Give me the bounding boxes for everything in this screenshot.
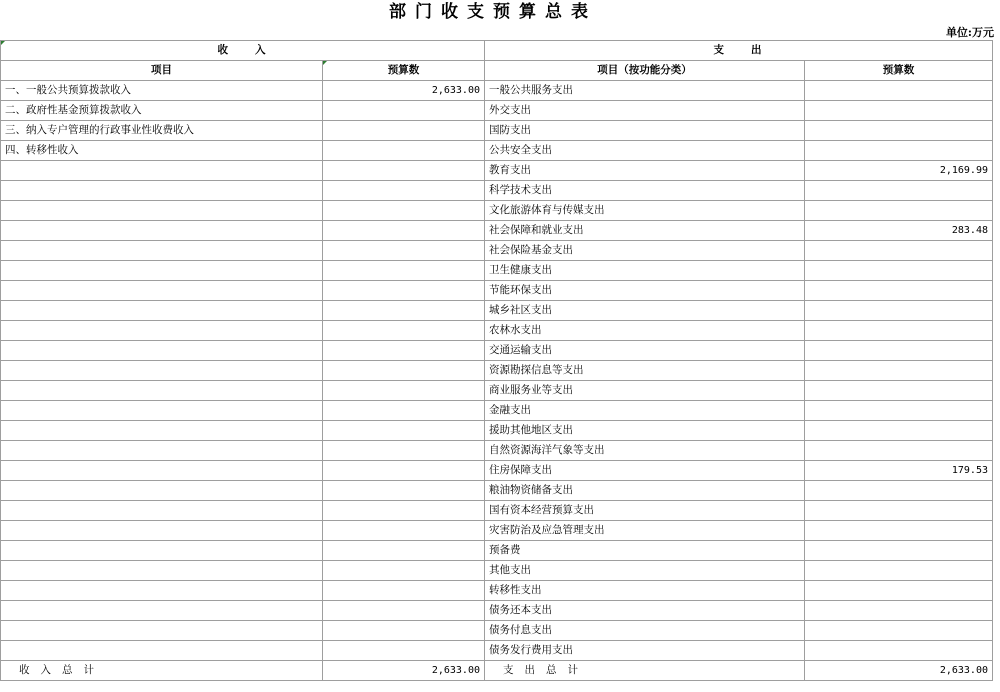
- table-row: [1, 401, 993, 421]
- expense-item-cell: 一般公共服务支出: [485, 81, 805, 101]
- income-amount-cell: [323, 441, 485, 461]
- expense-item-cell: 农林水支出: [485, 321, 805, 341]
- expense-group-header: 支 出: [485, 41, 993, 61]
- income-item-cell: [1, 601, 323, 621]
- expense-amount-cell: [805, 501, 993, 521]
- table-row: [1, 501, 993, 521]
- income-amount-cell: [323, 461, 485, 481]
- expense-amount-cell: [805, 521, 993, 541]
- expense-amount-cell: [805, 81, 993, 101]
- table-row: [1, 301, 993, 321]
- income-amount-cell: [323, 301, 485, 321]
- expense-item-cell: 粮油物资储备支出: [485, 481, 805, 501]
- table-row: [1, 181, 993, 201]
- table-row: [1, 221, 993, 241]
- expense-item-cell: 金融支出: [485, 401, 805, 421]
- income-item-cell: [1, 201, 323, 221]
- income-group-header: 收 入: [1, 41, 485, 61]
- expense-amount-cell: [805, 341, 993, 361]
- expense-amount-cell: [805, 301, 993, 321]
- column-header-row: [1, 61, 993, 81]
- table-row: [1, 581, 993, 601]
- expense-amount-cell: [805, 261, 993, 281]
- income-amount-cell: [323, 161, 485, 181]
- expense-item-cell: 公共安全支出: [485, 141, 805, 161]
- expense-amount-cell: [805, 121, 993, 141]
- income-item-cell: [1, 261, 323, 281]
- expense-item-cell: 援助其他地区支出: [485, 421, 805, 441]
- income-item-cell: [1, 321, 323, 341]
- table-row: [1, 241, 993, 261]
- expense-amount-cell: [805, 101, 993, 121]
- income-item-cell: [1, 301, 323, 321]
- expense-amount-cell: [805, 541, 993, 561]
- expense-amount-cell: 283.48: [805, 221, 993, 241]
- table-row: [1, 161, 993, 181]
- income-amount-cell: [323, 361, 485, 381]
- expense-item-cell: 城乡社区支出: [485, 301, 805, 321]
- expense-amount-cell: [805, 601, 993, 621]
- table-row: [1, 141, 993, 161]
- expense-total-amount: 2,633.00: [805, 661, 993, 681]
- income-item-cell: [1, 381, 323, 401]
- income-amount-cell: [323, 181, 485, 201]
- table-row: [1, 201, 993, 221]
- income-total-amount: 2,633.00: [323, 661, 485, 681]
- expense-item-cell: 资源勘探信息等支出: [485, 361, 805, 381]
- table-row: [1, 341, 993, 361]
- expense-amount-cell: 179.53: [805, 461, 993, 481]
- page-title: 部门收支预算总表: [389, 2, 597, 22]
- income-amount-cell: [323, 381, 485, 401]
- expense-amount-cell: [805, 581, 993, 601]
- expense-item-cell: 社会保障和就业支出: [485, 221, 805, 241]
- table-row: [1, 641, 993, 661]
- table-row: [1, 481, 993, 501]
- income-amount-cell: [323, 581, 485, 601]
- budget-table: [0, 40, 993, 681]
- expense-amount-cell: [805, 641, 993, 661]
- expense-item-cell: 自然资源海洋气象等支出: [485, 441, 805, 461]
- expense-item-cell: 节能环保支出: [485, 281, 805, 301]
- income-amount-cell: [323, 341, 485, 361]
- income-item-cell: [1, 621, 323, 641]
- expense-item-cell: 住房保障支出: [485, 461, 805, 481]
- expense-amount-cell: [805, 481, 993, 501]
- income-item-cell: [1, 281, 323, 301]
- expense-amount-cell: [805, 181, 993, 201]
- income-item-cell: [1, 561, 323, 581]
- income-item-cell: 二、政府性基金预算拨款收入: [1, 101, 323, 121]
- income-amount-cell: [323, 421, 485, 441]
- expense-item-cell: 其他支出: [485, 561, 805, 581]
- income-amount-cell: [323, 621, 485, 641]
- expense-item-cell: 债务还本支出: [485, 601, 805, 621]
- income-item-cell: [1, 341, 323, 361]
- table-row: [1, 521, 993, 541]
- table-row: [1, 81, 993, 101]
- income-item-cell: [1, 361, 323, 381]
- income-item-cell: [1, 581, 323, 601]
- income-total-label: 收入总计: [1, 661, 323, 681]
- income-amount-cell: [323, 121, 485, 141]
- expense-item-cell: 外交支出: [485, 101, 805, 121]
- table-row: [1, 121, 993, 141]
- income-amount-cell: [323, 281, 485, 301]
- income-amount-cell: [323, 501, 485, 521]
- income-item-cell: 四、转移性收入: [1, 141, 323, 161]
- income-item-cell: [1, 241, 323, 261]
- expense-amount-cell: [805, 561, 993, 581]
- expense-item-cell: 国有资本经营预算支出: [485, 501, 805, 521]
- table-row: [1, 461, 993, 481]
- group-header-row: [1, 41, 993, 61]
- expense-item-cell: 交通运输支出: [485, 341, 805, 361]
- income-amount-cell: [323, 561, 485, 581]
- income-item-cell: [1, 481, 323, 501]
- table-row: [1, 561, 993, 581]
- income-amount-cell: [323, 401, 485, 421]
- totals-row: [1, 661, 993, 681]
- expense-amount-cell: [805, 141, 993, 161]
- income-item-cell: 三、纳入专户管理的行政事业性收费收入: [1, 121, 323, 141]
- expense-amount-cell: [805, 201, 993, 221]
- expense-item-cell: 债务付息支出: [485, 621, 805, 641]
- expense-amount-cell: [805, 281, 993, 301]
- expense-amount-cell: [805, 421, 993, 441]
- income-amount-cell: [323, 641, 485, 661]
- expense-item-cell: 转移性支出: [485, 581, 805, 601]
- income-amount-cell: [323, 521, 485, 541]
- expense-item-cell: 社会保险基金支出: [485, 241, 805, 261]
- expense-item-cell: 卫生健康支出: [485, 261, 805, 281]
- expense-total-label: 支出总计: [485, 661, 805, 681]
- unit-label: 单位:万元: [945, 26, 994, 39]
- expense-amount-cell: [805, 381, 993, 401]
- income-item-cell: [1, 181, 323, 201]
- expense-amount-cell: [805, 621, 993, 641]
- income-item-cell: [1, 521, 323, 541]
- expense-item-header: 项目（按功能分类）: [485, 61, 805, 81]
- expense-amount-cell: [805, 241, 993, 261]
- expense-item-cell: 文化旅游体育与传媒支出: [485, 201, 805, 221]
- income-amount-cell: [323, 101, 485, 121]
- income-amount-cell: [323, 481, 485, 501]
- income-item-cell: [1, 161, 323, 181]
- income-item-cell: 一、一般公共预算拨款收入: [1, 81, 323, 101]
- expense-item-cell: 科学技术支出: [485, 181, 805, 201]
- expense-item-cell: 商业服务业等支出: [485, 381, 805, 401]
- income-item-cell: [1, 461, 323, 481]
- expense-item-cell: 预备费: [485, 541, 805, 561]
- table-row: [1, 281, 993, 301]
- income-amount-cell: [323, 201, 485, 221]
- expense-item-cell: 国防支出: [485, 121, 805, 141]
- income-amount-cell: [323, 541, 485, 561]
- income-amount-cell: [323, 321, 485, 341]
- income-amount-cell: [323, 261, 485, 281]
- table-row: [1, 601, 993, 621]
- table-row: [1, 441, 993, 461]
- income-amount-cell: [323, 141, 485, 161]
- income-item-cell: [1, 441, 323, 461]
- table-row: [1, 421, 993, 441]
- expense-amount-cell: [805, 321, 993, 341]
- income-item-header: 项目: [1, 61, 323, 81]
- income-amount-cell: [323, 221, 485, 241]
- income-amount-cell: 2,633.00: [323, 81, 485, 101]
- income-item-cell: [1, 221, 323, 241]
- table-row: [1, 381, 993, 401]
- expense-amount-cell: 2,169.99: [805, 161, 993, 181]
- expense-item-cell: 债务发行费用支出: [485, 641, 805, 661]
- expense-item-cell: 灾害防治及应急管理支出: [485, 521, 805, 541]
- table-row: [1, 321, 993, 341]
- income-amount-cell: [323, 241, 485, 261]
- expense-amount-header: 预算数: [805, 61, 993, 81]
- table-row: [1, 621, 993, 641]
- table-row: [1, 361, 993, 381]
- income-amount-cell: [323, 601, 485, 621]
- income-item-cell: [1, 401, 323, 421]
- expense-item-cell: 教育支出: [485, 161, 805, 181]
- expense-amount-cell: [805, 401, 993, 421]
- table-row: [1, 261, 993, 281]
- expense-amount-cell: [805, 361, 993, 381]
- income-item-cell: [1, 421, 323, 441]
- table-row: [1, 101, 993, 121]
- income-amount-header: 预算数: [323, 61, 485, 81]
- income-item-cell: [1, 501, 323, 521]
- expense-amount-cell: [805, 441, 993, 461]
- income-item-cell: [1, 641, 323, 661]
- table-row: [1, 541, 993, 561]
- income-item-cell: [1, 541, 323, 561]
